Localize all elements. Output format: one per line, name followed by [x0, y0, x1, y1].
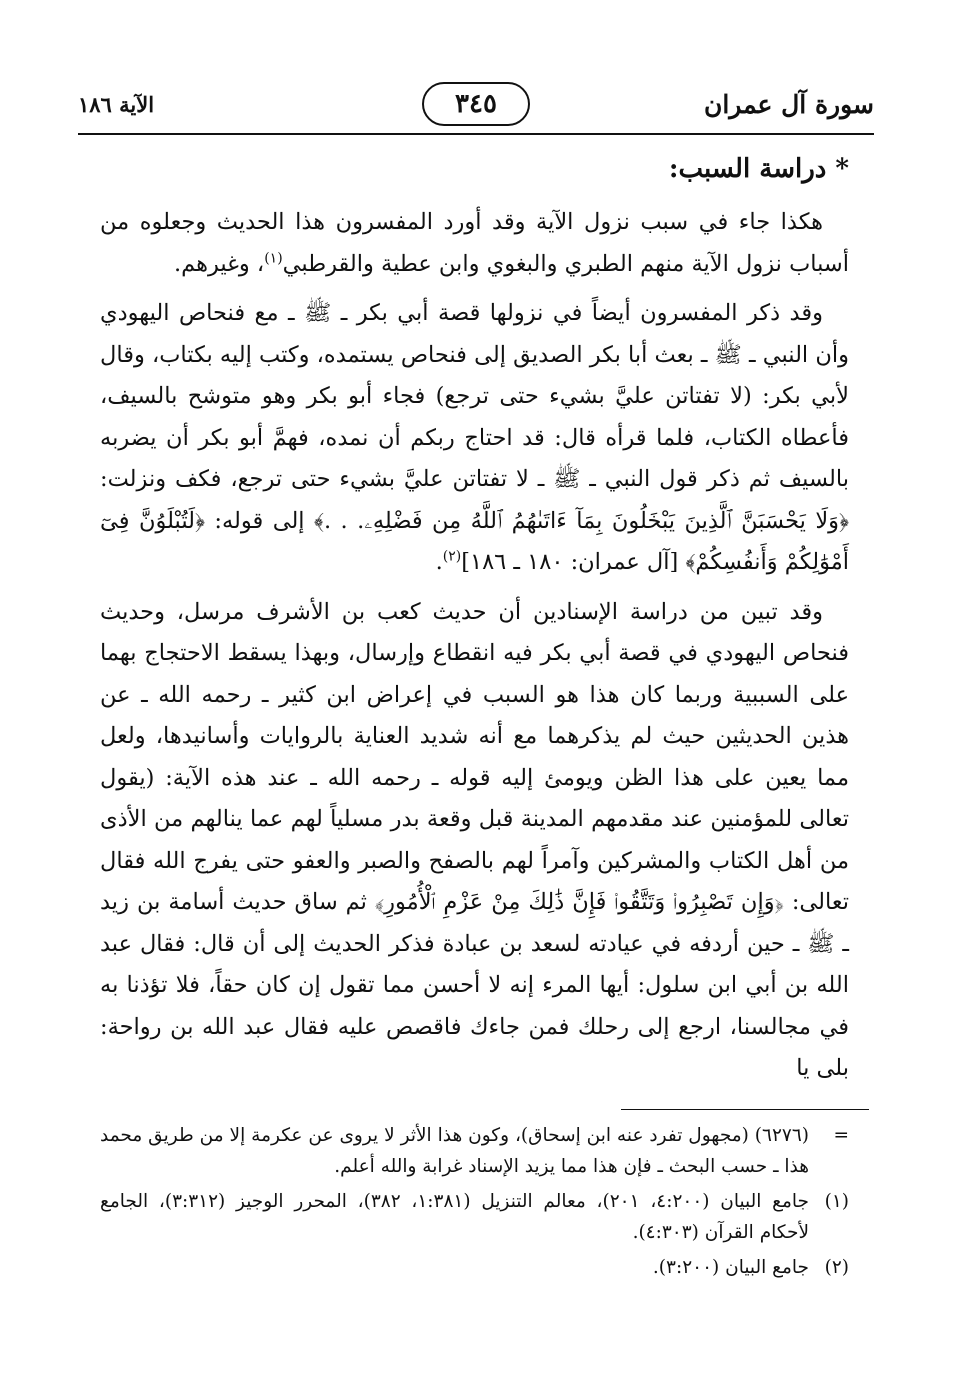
paragraph-2 — [100, 293, 849, 584]
main-text — [100, 202, 849, 1090]
page-header — [78, 78, 874, 138]
footnote-text: جامع البيان (٤:٢٠٠، ٢٠١)، معالم التنزيل (١:٣٨١، ٣٨٢)، المحرر الوجيز (٣:٣١٢)، الجامع لأحكام القرآن (٤:٣٠٣). — [100, 1191, 809, 1243]
footnote-ref-2: (٢) — [442, 548, 462, 565]
footnote-mark: (١) — [824, 1191, 849, 1212]
footnotes — [100, 1120, 849, 1287]
footnote-mark: (٢) — [824, 1257, 849, 1278]
ayah-label: الآية ١٨٦ — [78, 92, 155, 117]
paragraph-3: وقد تبين من دراسة الإسنادين أن حديث كعب بن الأشرف مرسل، وحديث فنحاص اليهودي في قصة أبي بكر فيه انقطاع وإرسال، وبهذا يسقط الاحتجاج بهما على السببية وربما كان هذا هو السبب في إعراض ابن كثير ـ رحمه الله ـ عن هذين الحديثين حيث لم يذكرهما مع أنه شديد العناية بالروايات وأسانيدها، ولعل مما يعين على هذا الظن ويومئ إليه قوله ـ رحمه الله ـ عند هذه الآية: (يقول تعالى للمؤمنين عند مقدمهم المدينة قبل وقعة بدر مسلياً لهم عما ينالهم من الأذى من أهل الكتاب والمشركين وآمراً لهم بالصفح والصبر والعفو حتى يفرج الله فقال تعالى: ﴿وَإِن تَصْبِرُوا۟ وَتَتَّقُوا۟ فَإِنَّ ذَٰلِكَ مِنْ عَزْمِ ٱلْأُمُورِ﴾ ثم ساق حديث أسامة بن زيد ـ ﷺ ـ حين أردفه في عيادته لسعد بن عبادة فذكر الحديث إلى أن قال: فقال عبد الله بن أبي ابن سلول: أيها المرء إنه لا أحسن مما تقول إن كان حقاً، فلا تؤذنا به في مجالسنا، ارجع إلى رحلك فمن جاءك فاقصص عليه فقال عبد الله بن رواحة: بلى يا — [100, 598, 849, 1081]
paragraph-2-text: وقد ذكر المفسرون أيضاً في نزولها قصة أبي بكر ـ ﷺ ـ مع فنحاص اليهودي وأن النبي ـ ﷺ ـ بعث أبا بكر الصديق إلى فنحاص يستمده، وكتب إليه بكتاب، وقال لأبي بكر: (لا تفتاتن عليَّ بشيء حتى ترجع) فجاء أبو بكر وهو متوشح بالسيف، فأعطاه الكتاب، فلما قرأه قال: قد احتاج ربكم أن نمده، فهمَّ أبو بكر أن يضربه بالسيف ثم ذكر قول النبي ـ ﷺ ـ لا تفتاتن عليَّ بشيء حتى ترجع، فكف ونزلت: ﴿وَلَا يَحْسَبَنَّ ٱلَّذِينَ يَبْخَلُونَ بِمَآ ءَاتَىٰهُمُ ٱللَّهُ مِن فَضْلِهِۦ. . .﴾ إلى قوله: ﴿لَتُبْلَوُنَّ فِىٓ أَمْوَٰلِكُمْ وَأَنفُسِكُمْ﴾ [آل عمران: ١٨٠ ـ ١٨٦] — [100, 300, 849, 575]
footnote-text: جامع البيان (٣:٢٠٠). — [652, 1257, 809, 1278]
paragraph-1-text: هكذا جاء في سبب نزول الآية وقد أورد المفسرون هذا الحديث وجعلوه من أسباب نزول الآية منهم الطبري والبغوي وابن عطية والقرطبي — [100, 209, 849, 277]
page-number: ٣٤٥ — [422, 82, 530, 126]
footnote-1 — [100, 1186, 849, 1248]
paragraph-2-tail: . — [435, 549, 443, 575]
section-heading: * دراسة السبب: — [668, 154, 849, 184]
footnote-continuation — [100, 1120, 849, 1182]
paragraph-1-tail: ، وغيرهم. — [173, 250, 265, 277]
footnote-ref-1: (١) — [264, 250, 283, 266]
footnote-2 — [100, 1252, 849, 1283]
header-divider — [78, 133, 874, 135]
paragraph-1 — [100, 202, 849, 285]
surah-title: سورة آل عمران — [703, 90, 874, 119]
footnote-mark: = — [833, 1125, 849, 1146]
footnote-divider — [621, 1109, 869, 1110]
footnote-text: (٦٢٧٦) (مجهول تفرد عنه ابن إسحاق)، وكون هذا الأثر لا يروى عن عكرمة إلا من طريق محمد هذا ـ حسب البحث ـ فإن هذا مما يزيد الإسناد غرابة والله أعلم. — [100, 1125, 809, 1177]
